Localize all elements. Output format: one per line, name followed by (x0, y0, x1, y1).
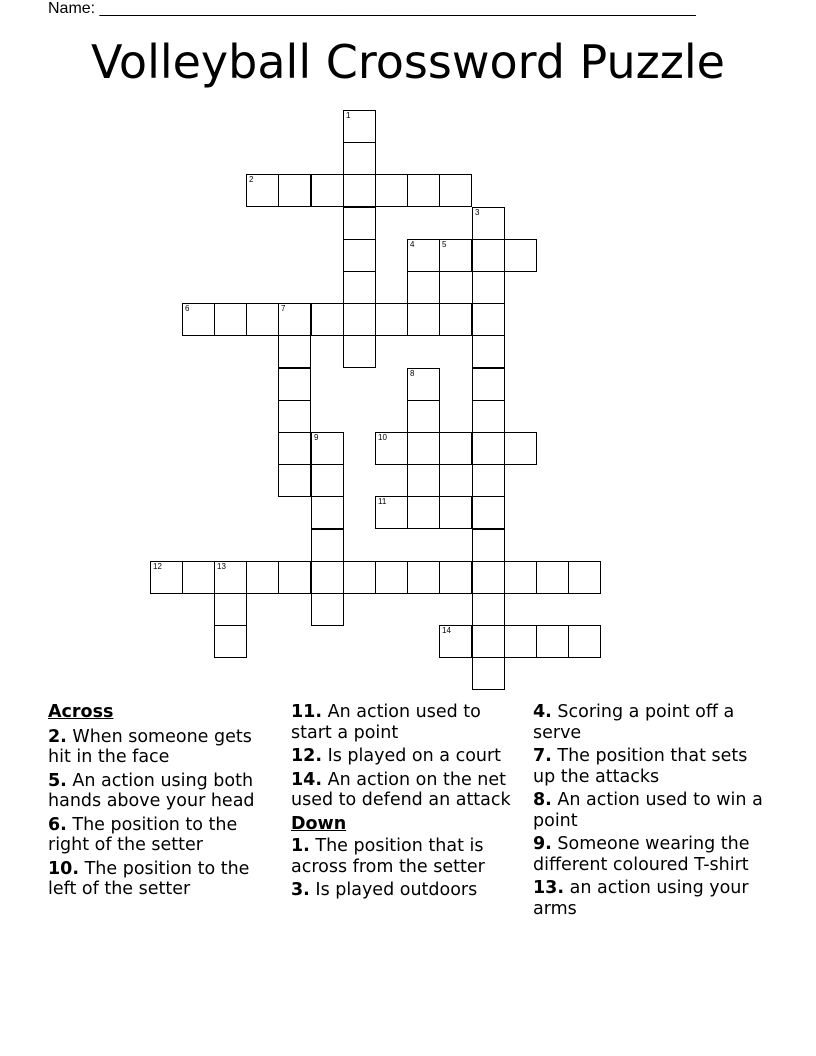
grid-cell[interactable] (278, 174, 311, 207)
clue-number: 7 (281, 304, 286, 313)
clue-number: 12 (153, 562, 162, 571)
clue-down-8: 8. An action used to win a point (533, 790, 763, 831)
grid-cell[interactable] (343, 174, 376, 207)
grid-cell[interactable] (311, 529, 344, 562)
clue-across-6: 6. The position to the right of the setter (48, 814, 238, 855)
grid-cell[interactable] (439, 625, 472, 658)
grid-cell[interactable] (343, 239, 376, 272)
grid-cell[interactable] (407, 464, 440, 497)
down-heading: Down (291, 813, 347, 834)
grid-cell[interactable] (407, 432, 440, 465)
grid-cell[interactable] (472, 368, 505, 401)
grid-cell[interactable] (278, 561, 311, 594)
grid-cell[interactable] (343, 335, 376, 368)
grid-cell[interactable] (375, 561, 408, 594)
clue-down-9: 9. Someone wearing the different coloured T-shirt (533, 834, 750, 875)
clue-down-4: 4. Scoring a point off a serve (533, 702, 735, 743)
clue-down-7: 7. The position that sets up the attacks (533, 746, 748, 787)
grid-cell[interactable] (343, 271, 376, 304)
grid-cell[interactable] (343, 207, 376, 240)
grid-cell[interactable] (472, 432, 505, 465)
grid-cell[interactable] (536, 625, 569, 658)
grid-cell[interactable] (246, 174, 279, 207)
grid-cell[interactable] (278, 400, 311, 433)
grid-cell[interactable] (150, 561, 183, 594)
grid-cell[interactable] (472, 561, 505, 594)
page-title: Volleyball Crossword Puzzle (91, 35, 725, 89)
grid-cell[interactable] (568, 561, 601, 594)
across-heading: Across (48, 702, 114, 722)
clue-across-10: 10. The position to the left of the setter (48, 858, 250, 899)
grid-cell[interactable] (472, 496, 505, 529)
grid-cell[interactable] (311, 432, 344, 465)
grid-cell[interactable] (278, 303, 311, 336)
grid-cell[interactable] (439, 174, 472, 207)
grid-cell[interactable] (439, 432, 472, 465)
clue-down-1: 1. The position that is across from the setter (291, 836, 485, 877)
clue-across-12: 12. Is played on a court (291, 746, 502, 766)
clue-number: 8 (410, 369, 415, 378)
grid-cell[interactable] (536, 561, 569, 594)
grid-cell[interactable] (311, 174, 344, 207)
grid-cell[interactable] (439, 239, 472, 272)
grid-cell[interactable] (472, 335, 505, 368)
grid-cell[interactable] (278, 368, 311, 401)
grid-cell[interactable] (407, 496, 440, 529)
clue-number: 2 (249, 175, 254, 184)
grid-cell[interactable] (439, 496, 472, 529)
clue-number: 6 (185, 304, 190, 313)
grid-cell[interactable] (407, 303, 440, 336)
grid-cell[interactable] (343, 561, 376, 594)
grid-cell[interactable] (472, 271, 505, 304)
grid-cell[interactable] (472, 625, 505, 658)
grid-cell[interactable] (311, 593, 344, 626)
clue-number: 9 (314, 433, 319, 442)
grid-cell[interactable] (472, 400, 505, 433)
clue-down-3: 3. Is played outdoors (291, 880, 478, 900)
name-field-label: Name: ___________________________________________________________________ (48, 0, 696, 17)
grid-cell[interactable] (278, 335, 311, 368)
grid-cell[interactable] (472, 207, 505, 240)
grid-cell[interactable] (407, 561, 440, 594)
grid-cell[interactable] (311, 496, 344, 529)
grid-cell[interactable] (472, 239, 505, 272)
grid-cell[interactable] (278, 464, 311, 497)
grid-cell[interactable] (504, 561, 537, 594)
grid-cell[interactable] (472, 593, 505, 626)
clue-across-2: 2. When someone gets hit in the face (48, 726, 252, 767)
grid-cell[interactable] (375, 496, 408, 529)
clues-column-3 (533, 702, 765, 922)
clue-across-14: 14. An action on the net used to defend an attack (291, 769, 511, 810)
grid-cell[interactable] (472, 657, 505, 690)
clue-number: 11 (378, 497, 387, 506)
grid-cell[interactable] (472, 303, 505, 336)
grid-cell[interactable] (439, 561, 472, 594)
clues-column-2 (291, 702, 523, 904)
clue-across-5: 5. An action using both hands above your head (48, 770, 255, 811)
grid-cell[interactable] (311, 464, 344, 497)
clue-number: 14 (442, 626, 451, 635)
grid-cell[interactable] (182, 561, 215, 594)
grid-cell[interactable] (472, 529, 505, 562)
clue-number: 1 (346, 111, 351, 120)
grid-cell[interactable] (343, 303, 376, 336)
clue-across-11: 11. An action used to start a point (291, 702, 481, 743)
clue-number: 13 (217, 562, 226, 571)
grid-cell[interactable] (214, 303, 247, 336)
grid-cell[interactable] (407, 271, 440, 304)
grid-cell[interactable] (375, 303, 408, 336)
grid-cell[interactable] (504, 432, 537, 465)
grid-cell[interactable] (407, 400, 440, 433)
grid-cell[interactable] (246, 561, 279, 594)
grid-cell[interactable] (504, 625, 537, 658)
grid-cell[interactable] (568, 625, 601, 658)
grid-cell[interactable] (311, 561, 344, 594)
grid-cell[interactable] (439, 303, 472, 336)
grid-cell[interactable] (214, 561, 247, 594)
clues-column-1 (48, 702, 280, 903)
grid-cell[interactable] (407, 368, 440, 401)
grid-cell[interactable] (246, 303, 279, 336)
clue-number: 10 (378, 433, 387, 442)
clue-number: 5 (442, 240, 447, 249)
grid-cell[interactable] (375, 432, 408, 465)
grid-cell[interactable] (407, 174, 440, 207)
grid-cell[interactable] (407, 239, 440, 272)
clue-number: 4 (410, 240, 415, 249)
grid-cell[interactable] (375, 174, 408, 207)
grid-cell[interactable] (472, 464, 505, 497)
grid-cell[interactable] (182, 303, 215, 336)
grid-cell[interactable] (343, 110, 376, 143)
clue-number: 3 (475, 208, 480, 217)
grid-cell[interactable] (504, 239, 537, 272)
grid-cell[interactable] (278, 432, 311, 465)
grid-cell[interactable] (311, 303, 344, 336)
grid-cell[interactable] (214, 593, 247, 626)
clue-down-13: 13. an action using your arms (533, 878, 749, 919)
grid-cell[interactable] (214, 625, 247, 658)
grid-cell[interactable] (343, 142, 376, 175)
